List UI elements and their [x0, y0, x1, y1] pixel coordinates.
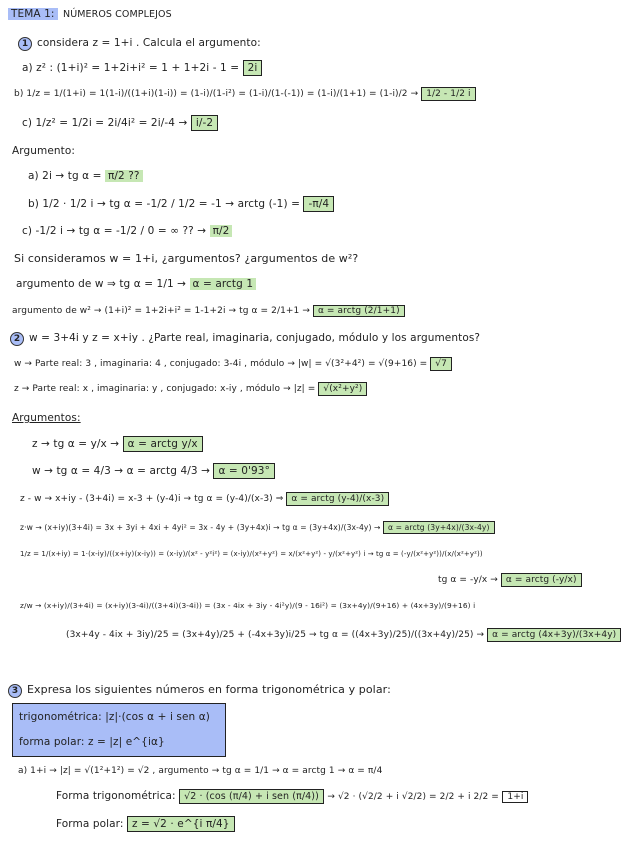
- exercise-3a: a) 1+i → |z| = √(1²+1²) = √2 , argumento → tg α = 1/1 → α = arctg 1 → α = π/4: [18, 766, 383, 776]
- exercise-number-badge: 1: [18, 37, 32, 51]
- trig-form: Forma trigonométrica: √2 · (cos (π/4) + i sen (π/4)) → √2 · (√2/2 + i √2/2) = 2/2 + i 2/2 = 1+i: [56, 790, 528, 802]
- result-box: 1+i: [502, 791, 528, 803]
- polar-definition: forma polar: z = |z| e^{iα}: [19, 736, 165, 748]
- exercise-2-intro: 2 w = 3+4i y z = x+iy . ¿Parte real, imaginaria, conjugado, módulo y los argumentos?: [10, 332, 480, 346]
- w-properties: w → Parte real: 3 , imaginaria: 4 , conjugado: 3-4i , módulo → |w| = √(3²+4²) = √(9+16) = √7: [14, 359, 452, 369]
- argument-c: c) -1/2 i → tg α = -1/2 / 0 = ∞ ?? → π/2: [22, 225, 232, 237]
- highlight: π/2: [210, 225, 233, 237]
- definitions-box: [12, 703, 226, 757]
- result-box: z = √2 · e^{i π/4}: [127, 816, 235, 832]
- highlight: α = arctg (2/1+1): [313, 305, 405, 317]
- result-box: √2 · (cos (π/4) + i sen (π/4)): [179, 789, 324, 804]
- exercise-1-intro: 1 considera z = 1+i . Calcula el argumento:: [18, 37, 261, 51]
- topic-title: NÚMEROS COMPLEJOS: [63, 9, 172, 20]
- argument-a: a) 2i → tg α = π/2 ??: [28, 170, 143, 182]
- exercise-1a: a) z² : (1+i)² = 1+2i+i² = 1 + 1+2i - 1 = 2i: [22, 62, 262, 74]
- argument-b: b) 1/2 · 1/2 i → tg α = -1/2 / 1/2 = -1 → arctg (-1) = -π/4: [28, 198, 334, 210]
- result-box: α = arctg (3y+4x)/(3x-4y): [383, 521, 495, 534]
- exercise-3-intro: 3 Expresa los siguientes números en forma trigonométrica y polar:: [8, 683, 391, 698]
- argument-w: argumento de w ⇒ tg α = 1/1 → α = arctg 1: [16, 278, 256, 290]
- topic-tag: TEMA 1:: [8, 8, 58, 20]
- trig-definition: trigonométrica: |z|·(cos α + i sen α): [19, 711, 210, 723]
- exercise-number-badge: 2: [10, 332, 24, 346]
- highlight: π/2 ??: [105, 170, 143, 182]
- result-box: α = arctg (-y/x): [501, 573, 582, 587]
- result-box: α = 0'93°: [213, 463, 274, 479]
- argument-heading: Argumento:: [12, 145, 76, 157]
- z-over-w-step1: z/w → (x+iy)/(3+4i) = (x+iy)(3-4i)/((3+4i)(3-4i)) = (3x - 4ix + 3iy - 4i²y)/(9 - 16i²) = (3x+4y)/(9+16) + (4x+3y)/(9+16) i: [20, 601, 476, 610]
- z-over-w-step2: (3x+4y - 4ix + 3iy)/25 = (3x+4y)/25 + (-4x+3y)i/25 → tg α = ((4x+3y)/25)/((3x+4y)/25) → α = arctg (4x+3y)/(3x+4y): [66, 630, 621, 640]
- exercise-number-badge: 3: [8, 684, 22, 698]
- argument-w2: argumento de w² → (1+i)² = 1+2i+i² = 1-1+2i → tg α = 2/1+1 → α = arctg (2/1+1): [12, 306, 405, 316]
- one-over-z-argument: tg α = -y/x → α = arctg (-y/x): [438, 575, 582, 585]
- result-box: 1/2 - 1/2 i: [421, 87, 475, 101]
- exercise-1b: b) 1/z = 1/(1+i) = 1(1-i)/((1+i)(1-i)) = (1-i)/(1-i²) = (1-i)/(1-(-1)) = (1-i)/(1+1) = (1-i)/2 → 1/2 - 1/2 i: [14, 89, 476, 99]
- result-box: i/-2: [191, 115, 218, 131]
- question-w: Si consideramos w = 1+i, ¿argumentos? ¿argumentos de w²?: [14, 252, 359, 265]
- one-over-z: 1/z = 1/(x+iy) = 1·(x-iy)/((x+iy)(x-iy)) = (x-iy)/(x² - y²i²) = (x-iy)/(x²+y²) = x/(x²+y²) - y/(x²+y²) i → tg α = (-y/(x²+y²))/(x/(x²+y²)): [20, 550, 483, 558]
- z-times-w: z·w → (x+iy)(3+4i) = 3x + 3yi + 4xi + 4yi² = 3x - 4y + (3y+4x)i → tg α = (3y+4x)/(3x-4y) → α = arctg (3y+4x)/(3x-4y): [20, 523, 495, 532]
- result-box: α = arctg y/x: [123, 436, 203, 452]
- polar-form: Forma polar: z = √2 · e^{i π/4}: [56, 818, 235, 830]
- arguments-heading: Argumentos:: [12, 412, 81, 424]
- z-minus-w: z - w → x+iy - (3+4i) = x-3 + (y-4)i → tg α = (y-4)/(x-3) ⇒ α = arctg (y-4)/(x-3): [20, 494, 389, 504]
- z-argument: z → tg α = y/x → α = arctg y/x: [32, 438, 203, 450]
- z-properties: z → Parte real: x , imaginaria: y , conjugado: x-iy , módulo → |z| = √(x²+y²): [14, 384, 367, 394]
- highlight: α = arctg 1: [190, 278, 257, 290]
- result-box: √7: [430, 357, 452, 371]
- result-box: √(x²+y²): [318, 382, 367, 396]
- result-box: -π/4: [303, 196, 334, 212]
- page-header: [8, 8, 172, 20]
- exercise-1c: c) 1/z² = 1/2i = 2i/4i² = 2i/-4 → i/-2: [22, 117, 218, 129]
- w-argument: w → tg α = 4/3 → α = arctg 4/3 → α = 0'93°: [32, 465, 275, 477]
- result-box: 2i: [243, 60, 263, 76]
- result-box: α = arctg (y-4)/(x-3): [286, 492, 389, 506]
- result-box: α = arctg (4x+3y)/(3x+4y): [487, 628, 621, 642]
